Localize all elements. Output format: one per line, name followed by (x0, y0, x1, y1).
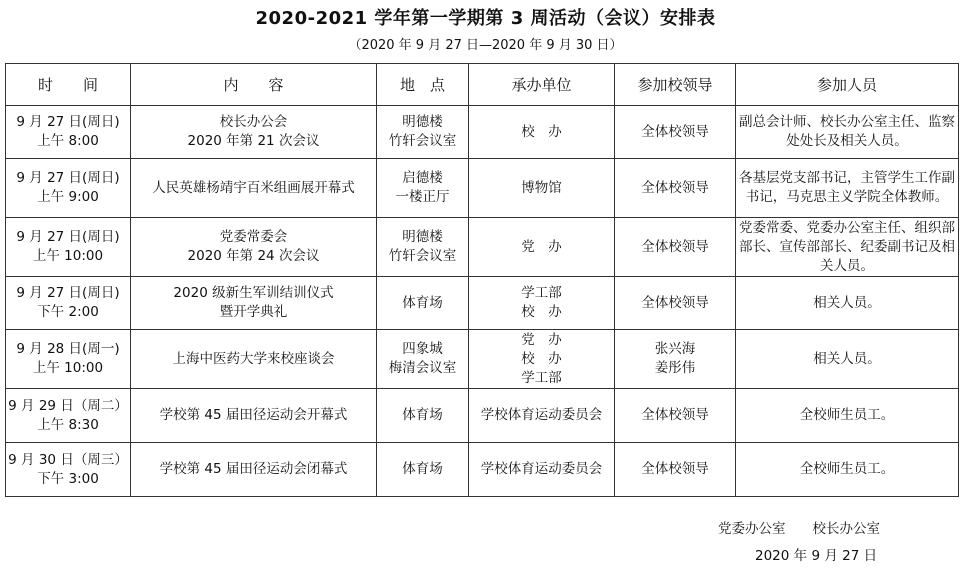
time-date: 9 月 27 日(周日) (16, 285, 120, 301)
content-line: 学校第 45 届田径运动会闭幕式 (159, 461, 348, 477)
time-date: 9 月 30 日（周三） (8, 451, 128, 468)
place-line: 四象城 (402, 341, 443, 357)
host-line: 党 办 (521, 238, 562, 255)
time-cell (6, 218, 131, 277)
host-line: 学工部 (521, 369, 562, 386)
leaders-line: 全体校领导 (641, 407, 709, 423)
table-row (6, 218, 959, 277)
leaders-line: 姜彤伟 (654, 360, 696, 376)
content-line: 人民英雄杨靖宇百米组画展开幕式 (152, 179, 355, 196)
issuing-offices: 党委办公室 校长办公室 (718, 521, 880, 537)
time-date: 9 月 28 日(周一) (16, 341, 120, 357)
content-line: 校长办公会 (219, 114, 288, 130)
host-cell (469, 159, 615, 218)
place-line: 体育场 (402, 294, 443, 311)
place-line: 体育场 (402, 461, 443, 477)
leaders-cell (615, 330, 736, 389)
host-line: 校 办 (521, 350, 562, 367)
time-cell (6, 330, 131, 389)
attendees-cell (736, 218, 959, 277)
page-title: 2020-2021 学年第一学期第 3 周活动（会议）安排表 (255, 8, 716, 29)
place-line: 竹轩会议室 (388, 248, 457, 264)
content-line: 上海中医药大学来校座谈会 (172, 350, 335, 367)
table-row (6, 389, 959, 443)
time-date: 9 月 29 日（周二） (8, 397, 128, 414)
host-cell (469, 277, 615, 330)
leaders-cell (615, 443, 736, 497)
host-line: 学校体育运动委员会 (480, 407, 603, 423)
table-row (6, 159, 959, 218)
host-line: 党 办 (521, 331, 562, 348)
place-line: 启德楼 (402, 170, 443, 186)
host-cell (469, 443, 615, 497)
place-cell (377, 443, 469, 497)
time-cell (6, 443, 131, 497)
host-line: 博物馆 (521, 179, 562, 196)
content-line: 党委常委会 (219, 229, 288, 245)
time-hour: 上午 8:00 (37, 133, 99, 149)
leaders-cell (615, 159, 736, 218)
place-cell (377, 159, 469, 218)
place-line: 明德楼 (402, 229, 443, 245)
content-cell (131, 106, 377, 159)
place-cell (377, 218, 469, 277)
host-cell (469, 389, 615, 443)
attendees-text: 相关人员。 (813, 294, 881, 311)
place-cell (377, 330, 469, 389)
time-hour: 上午 10:00 (32, 360, 104, 376)
leaders-cell (615, 106, 736, 159)
time-hour: 下午 2:00 (37, 304, 99, 320)
place-line: 一楼正厅 (395, 189, 450, 205)
place-line: 竹轩会议室 (388, 133, 457, 149)
time-hour: 下午 3:00 (37, 470, 99, 487)
column-header-host: 承办单位 (469, 64, 615, 106)
time-date: 9 月 27 日(周日) (16, 114, 120, 130)
attendees-text: 党委常委、党委办公室主任、组织部部长、宣传部部长、纪委副书记及相关人员。 (739, 219, 955, 274)
place-line: 体育场 (402, 407, 443, 423)
column-header-attendees: 参加人员 (736, 64, 959, 106)
place-cell (377, 389, 469, 443)
content-line: 2020 年第 21 次会议 (187, 133, 320, 149)
leaders-line: 全体校领导 (641, 238, 709, 255)
attendees-cell (736, 106, 959, 159)
table-header-row (6, 64, 959, 106)
column-header-content: 内 容 (131, 64, 377, 106)
place-cell (377, 277, 469, 330)
time-cell (6, 277, 131, 330)
attendees-text: 全校师生员工。 (799, 407, 895, 423)
content-line: 2020 级新生军训结训仪式 (173, 285, 334, 301)
time-cell (6, 106, 131, 159)
time-hour: 上午 8:30 (37, 416, 99, 433)
leaders-line: 全体校领导 (641, 123, 709, 140)
host-cell (469, 330, 615, 389)
host-line: 学工部 (521, 285, 562, 301)
attendees-text: 副总会计师、校长办公室主任、监察处处长及相关人员。 (739, 114, 955, 149)
date-range: （2020 年 9 月 27 日—2020 年 9 月 30 日） (348, 38, 623, 53)
content-cell (131, 218, 377, 277)
attendees-text: 全校师生员工。 (799, 461, 895, 477)
content-line: 学校第 45 届田径运动会开幕式 (159, 407, 348, 423)
time-date: 9 月 27 日(周日) (16, 229, 120, 245)
content-line: 暨开学典礼 (219, 304, 288, 320)
content-cell (131, 159, 377, 218)
schedule-table (5, 63, 959, 497)
table-row (6, 330, 959, 389)
leaders-line: 全体校领导 (641, 461, 709, 477)
host-line: 校 办 (521, 304, 562, 320)
attendees-cell (736, 443, 959, 497)
content-line: 2020 年第 24 次会议 (187, 248, 320, 264)
attendees-text: 各基层党支部书记，主管学生工作副书记，马克思主义学院全体教师。 (739, 170, 955, 205)
attendees-text: 相关人员。 (813, 350, 881, 367)
leaders-line: 张兴海 (654, 341, 696, 357)
attendees-cell (736, 277, 959, 330)
place-line: 明德楼 (402, 114, 443, 130)
leaders-cell (615, 389, 736, 443)
host-cell (469, 106, 615, 159)
column-header-leaders: 参加校领导 (615, 64, 736, 106)
leaders-line: 全体校领导 (641, 179, 709, 196)
host-cell (469, 218, 615, 277)
issue-date: 2020 年 9 月 27 日 (755, 548, 878, 564)
place-cell (377, 106, 469, 159)
time-date: 9 月 27 日(周日) (16, 170, 120, 186)
attendees-cell (736, 389, 959, 443)
host-line: 校 办 (521, 123, 562, 140)
leaders-cell (615, 277, 736, 330)
leaders-line: 全体校领导 (641, 294, 709, 311)
time-hour: 上午 10:00 (32, 248, 104, 264)
content-cell (131, 443, 377, 497)
table-row (6, 277, 959, 330)
time-hour: 上午 9:00 (37, 189, 99, 205)
content-cell (131, 389, 377, 443)
time-cell (6, 159, 131, 218)
content-cell (131, 277, 377, 330)
attendees-cell (736, 159, 959, 218)
leaders-cell (615, 218, 736, 277)
table-row (6, 106, 959, 159)
time-cell (6, 389, 131, 443)
table-row (6, 443, 959, 497)
attendees-cell (736, 330, 959, 389)
column-header-time: 时 间 (6, 64, 131, 106)
content-cell (131, 330, 377, 389)
place-line: 梅清会议室 (388, 360, 457, 376)
host-line: 学校体育运动委员会 (480, 461, 603, 477)
column-header-place: 地 点 (377, 64, 469, 106)
